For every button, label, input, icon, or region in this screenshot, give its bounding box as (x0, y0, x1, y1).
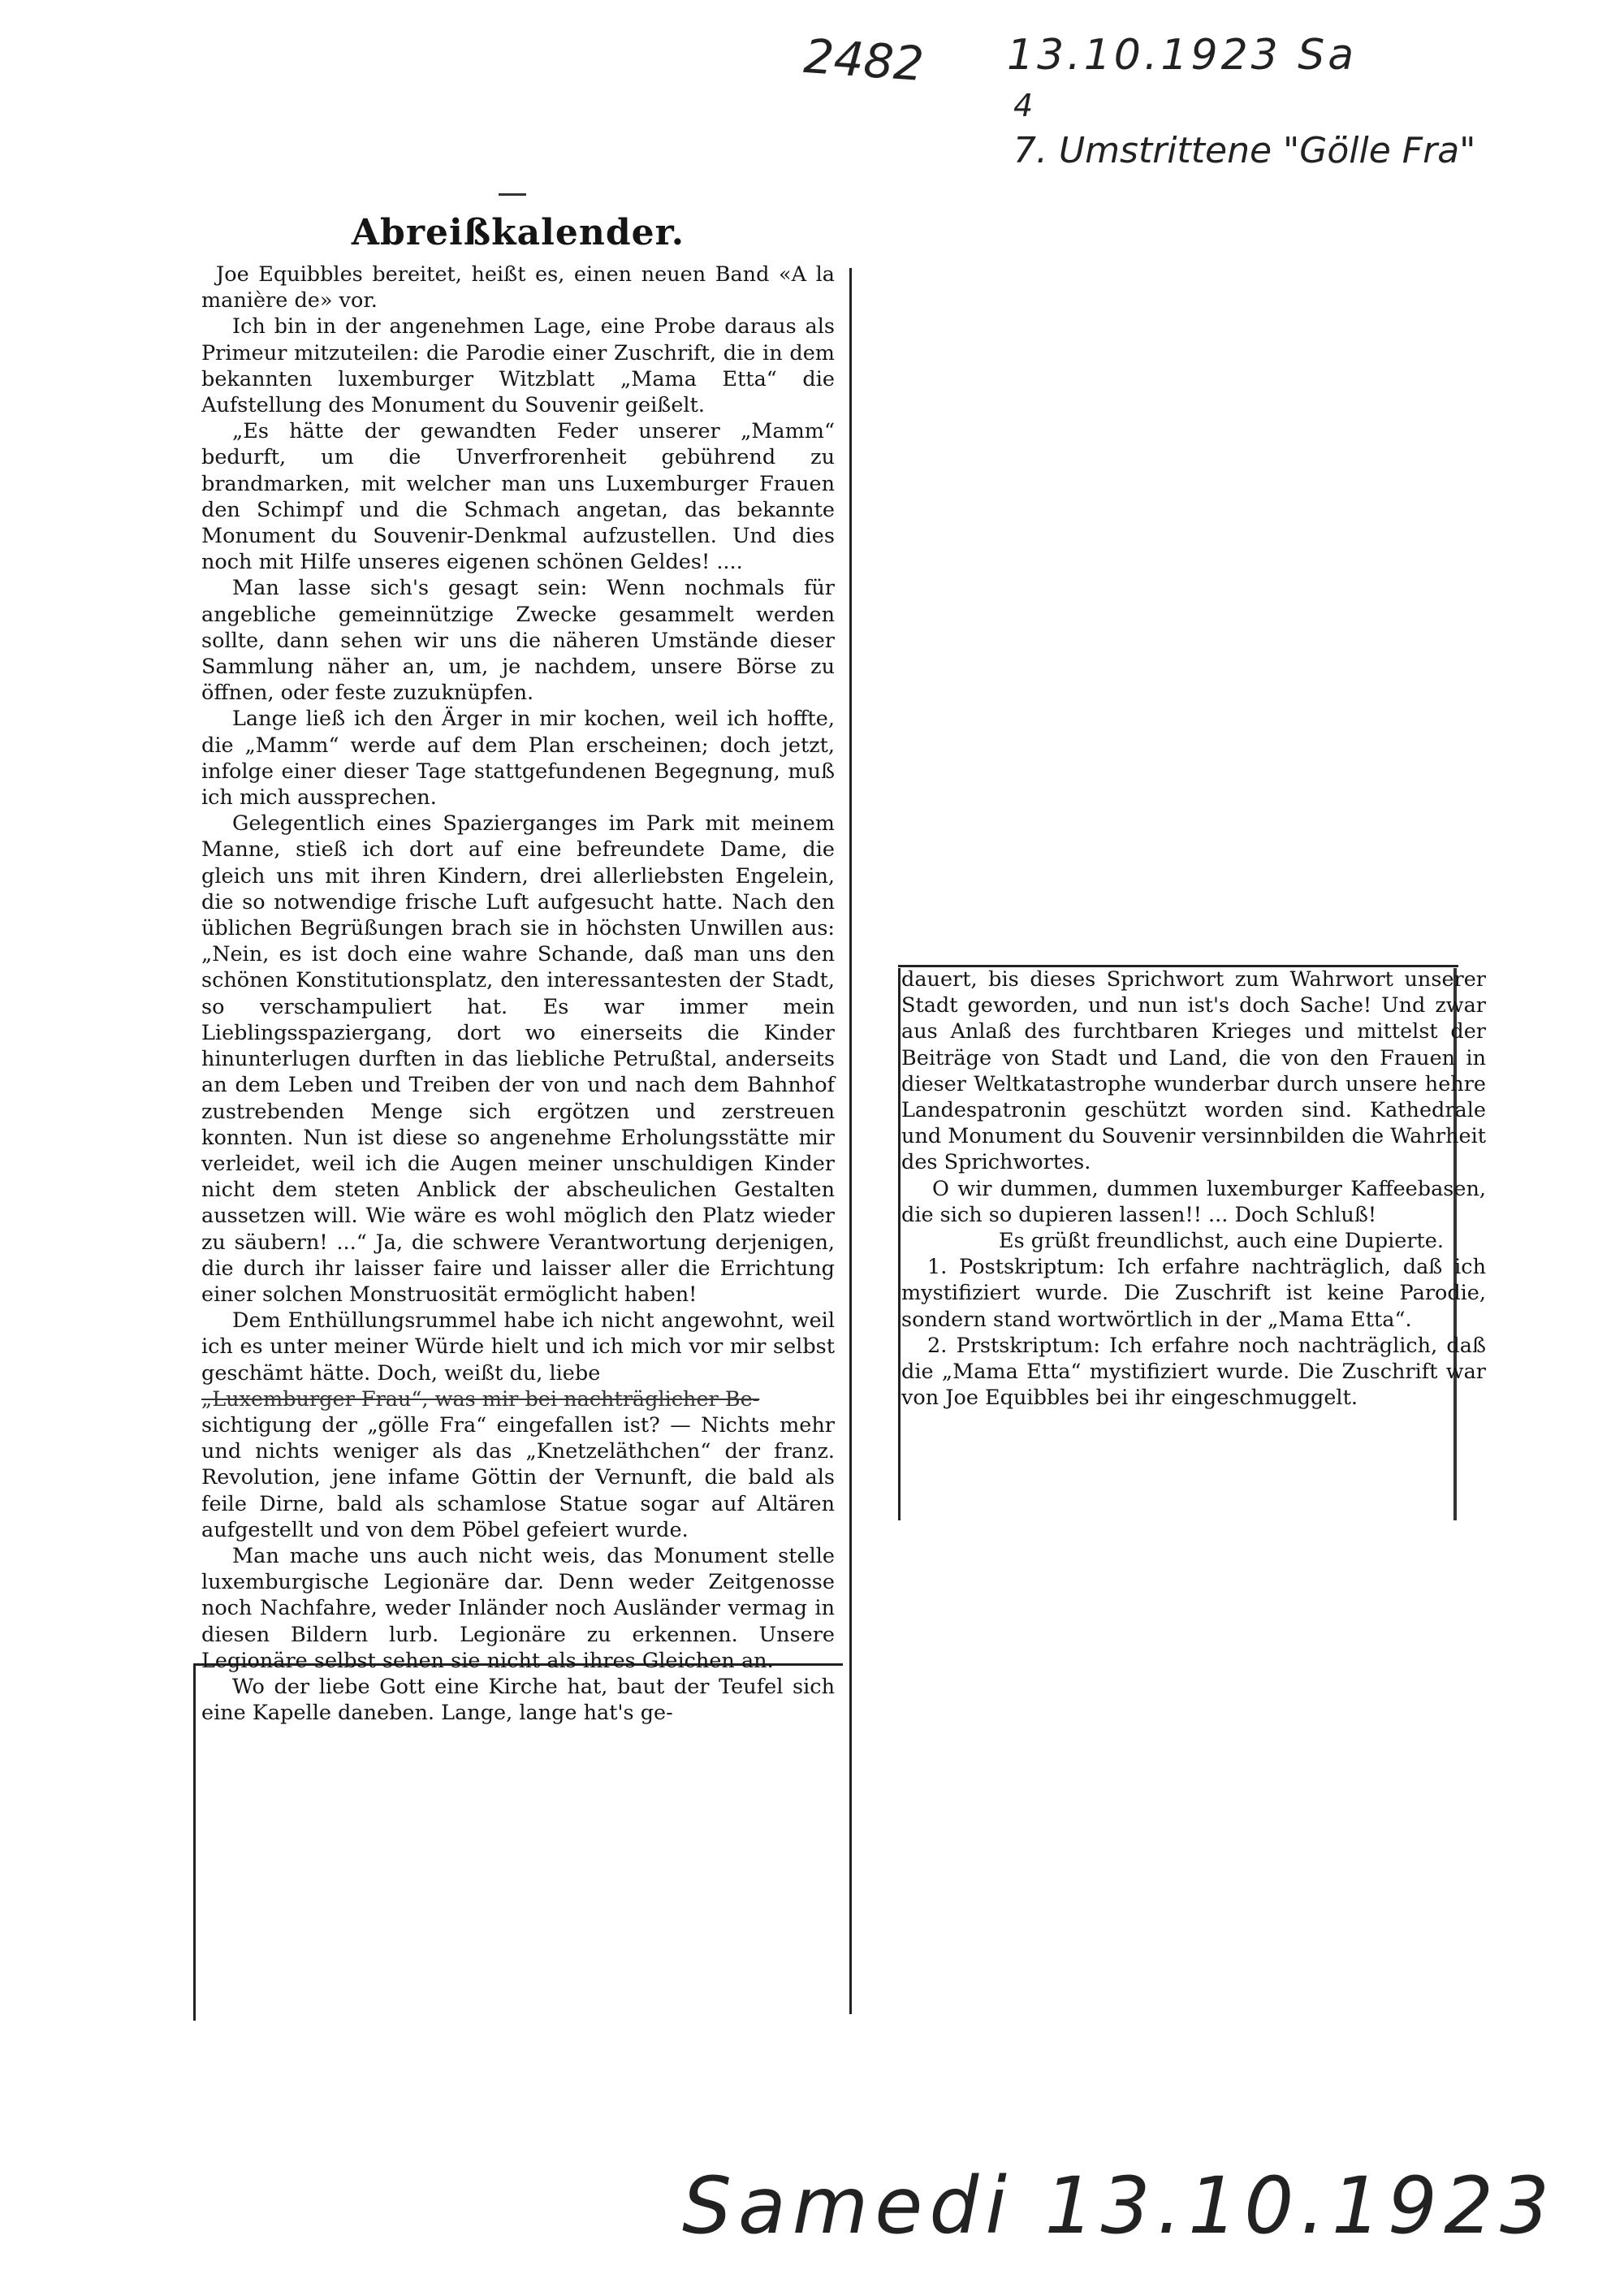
signature: Es grüßt freundlichst, auch eine Dupierte. (999, 1229, 1444, 1254)
clipping-join-left-edge (193, 1663, 196, 2021)
clipping-left-edge (898, 968, 901, 1520)
paragraph: O wir dummen, dummen luxemburger Kaffeebasen, die sich so dupieren lassen!! ... Doch Schluß! (901, 1176, 1486, 1227)
paragraph: Man lasse sich's gesagt sein: Wenn nochmals für angebliche gemeinnützige Zwecke gesammelt werden sollte, dann sehen wir uns die näheren Umstände dieser Sammlung näher an, um, je nachdem, unsere Börse zu öffnen, oder feste zuzuknüpfen. (201, 576, 835, 706)
paragraph: Wo der liebe Gott eine Kirche hat, baut der Teufel sich eine Kapelle daneben. Lange, lange hat's ge- (201, 1674, 835, 1726)
article-column-2 (901, 966, 1486, 1411)
paragraph: Dem Enthüllungsrummel habe ich nicht angewohnt, weil ich es unter meiner Würde hielt und ich mich vor mir selbst geschämt hätte. Doch, weißt du, liebe (201, 1308, 835, 1386)
article-title: Abreißkalender. (351, 212, 685, 253)
paragraph: Joe Equibbles bereitet, heißt es, einen neuen Band «A la manière de» vor. (201, 262, 835, 313)
postscript: 2. Prstskriptum: Ich erfahre noch nachträglich, daß die „Mama Etta“ mystifiziert wurde. Die Zuschrift war von Joe Equibbles bei ihr eingeschmuggelt. (901, 1333, 1486, 1411)
title-dash (499, 193, 526, 196)
column-rule (849, 268, 852, 2014)
handwritten-mark: 4 (1013, 88, 1034, 123)
paragraph: sichtigung der „gölle Fra“ eingefallen ist? — Nichts mehr und nichts weniger als das „Knetzeläthchen“ der franz. Revolution, jene infame Göttin der Vernunft, die bald als feile Dirne, bald als schamlose Statue sogar auf Altären aufgestellt und von dem Pöbel gefeiert wurde. (201, 1412, 835, 1542)
postscript: 1. Postskriptum: Ich erfahre nachträglich, daß ich mystifiziert wurde. Die Zuschrift ist keine Parodie, sondern stand wortwörtlich in der „Mama Etta“. (901, 1255, 1486, 1332)
handwritten-subject-note: 7. Umstrittene "Gölle Fra" (1013, 130, 1476, 171)
handwritten-date-top: 13.10.1923 Sa (1007, 31, 1358, 80)
article-column-1 (201, 211, 835, 1726)
paragraph: Lange ließ ich den Ärger in mir kochen, weil ich hoffte, die „Mamm“ werde auf dem Plan erscheinen; doch jetzt, infolge einer dieser Tage stattgefundenen Begegnung, muß ich mich aussprechen. (201, 707, 835, 811)
handwritten-date-bottom: Samedi 13.10.1923 (682, 2160, 1557, 2251)
paragraph: Man mache uns auch nicht weis, das Monument stelle luxemburgische Legionäre dar. Denn weder Zeitgenosse noch Nachfahre, weder Inländer noch Ausländer vermag in diesen Bildern lurb. Legionäre zu erkennen. Unsere Legionäre selbst sehen sie nicht als ihres Gleichen an. (201, 1543, 835, 1673)
paragraph: dauert, bis dieses Sprichwort zum Wahrwort unserer Stadt geworden, und nun ist's doch Sache! Und zwar aus Anlaß des furchtbaren Krieges und mittelst der Beiträge von Stadt und Land, die von den Frauen in dieser Weltkatastrophe wunderbar durch unsere hehre Landespatronin geschützt worden sind. Kathedrale und Monument du Souvenir versinnbilden die Wahrheit des Sprichwortes. (901, 967, 1486, 1175)
paragraph: Gelegentlich eines Spazierganges im Park mit meinem Manne, stieß ich dort auf eine befreundete Dame, die gleich uns mit ihren Kindern, drei allerliebsten Engelein, die so notwendige frische Luft aufgesucht hatte. Nach den üblichen Begrüßungen brach sie in höchsten Unwillen aus: „Nein, es ist doch eine wahre Schande, daß man uns den schönen Konstitutionsplatz, den interessantesten der Stadt, so verschampuliert hat. Es war immer mein Lieblingsspaziergang, dort wo einerseits die Kinder hinunterlugen durften in das liebliche Petrußtal, anderseits an dem Leben und Treiben der von und nach dem Bahnhof zustrebenden Menge sich ergötzen und zerstreuen konnten. Nun ist diese so angenehme Erholungsstätte mir verleidet, weil ich die Augen meiner unschuldigen Kinder nicht dem steten Anblick der abscheulichen Gestalten aussetzen will. Wie wäre es wohl möglich den Platz wieder zu säubern! ...“ Ja, die schwere Verantwortung derjenigen, die durch ihr laisser faire und laisser aller die Errichtung einer solchen Monstruosität ermöglicht haben! (201, 811, 835, 1307)
paragraph: Ich bin in der angenehmen Lage, eine Probe daraus als Primeur mitzuteilen: die Parodie einer Zuschrift, die in dem bekannten luxemburger Witzblatt „Mama Etta“ die Aufstellung des Monument du Souvenir geißelt. (201, 314, 835, 418)
struck-through-line: „Luxemburger Frau“, was mir bei nachträglicher Be- (201, 1386, 760, 1412)
paragraph: „Es hätte der gewandten Feder unserer „Mamm“ bedurft, um die Unverfrorenheit gebührend zu brandmarken, mit welcher man uns Luxemburger Frauen den Schimpf und die Schmach angetan, das bekannte Monument du Souvenir-Denkmal aufzustellen. Und dies noch mit Hilfe unseres eigenen schönen Geldes! .... (201, 419, 835, 575)
handwritten-archive-number: 2482 (801, 28, 926, 93)
